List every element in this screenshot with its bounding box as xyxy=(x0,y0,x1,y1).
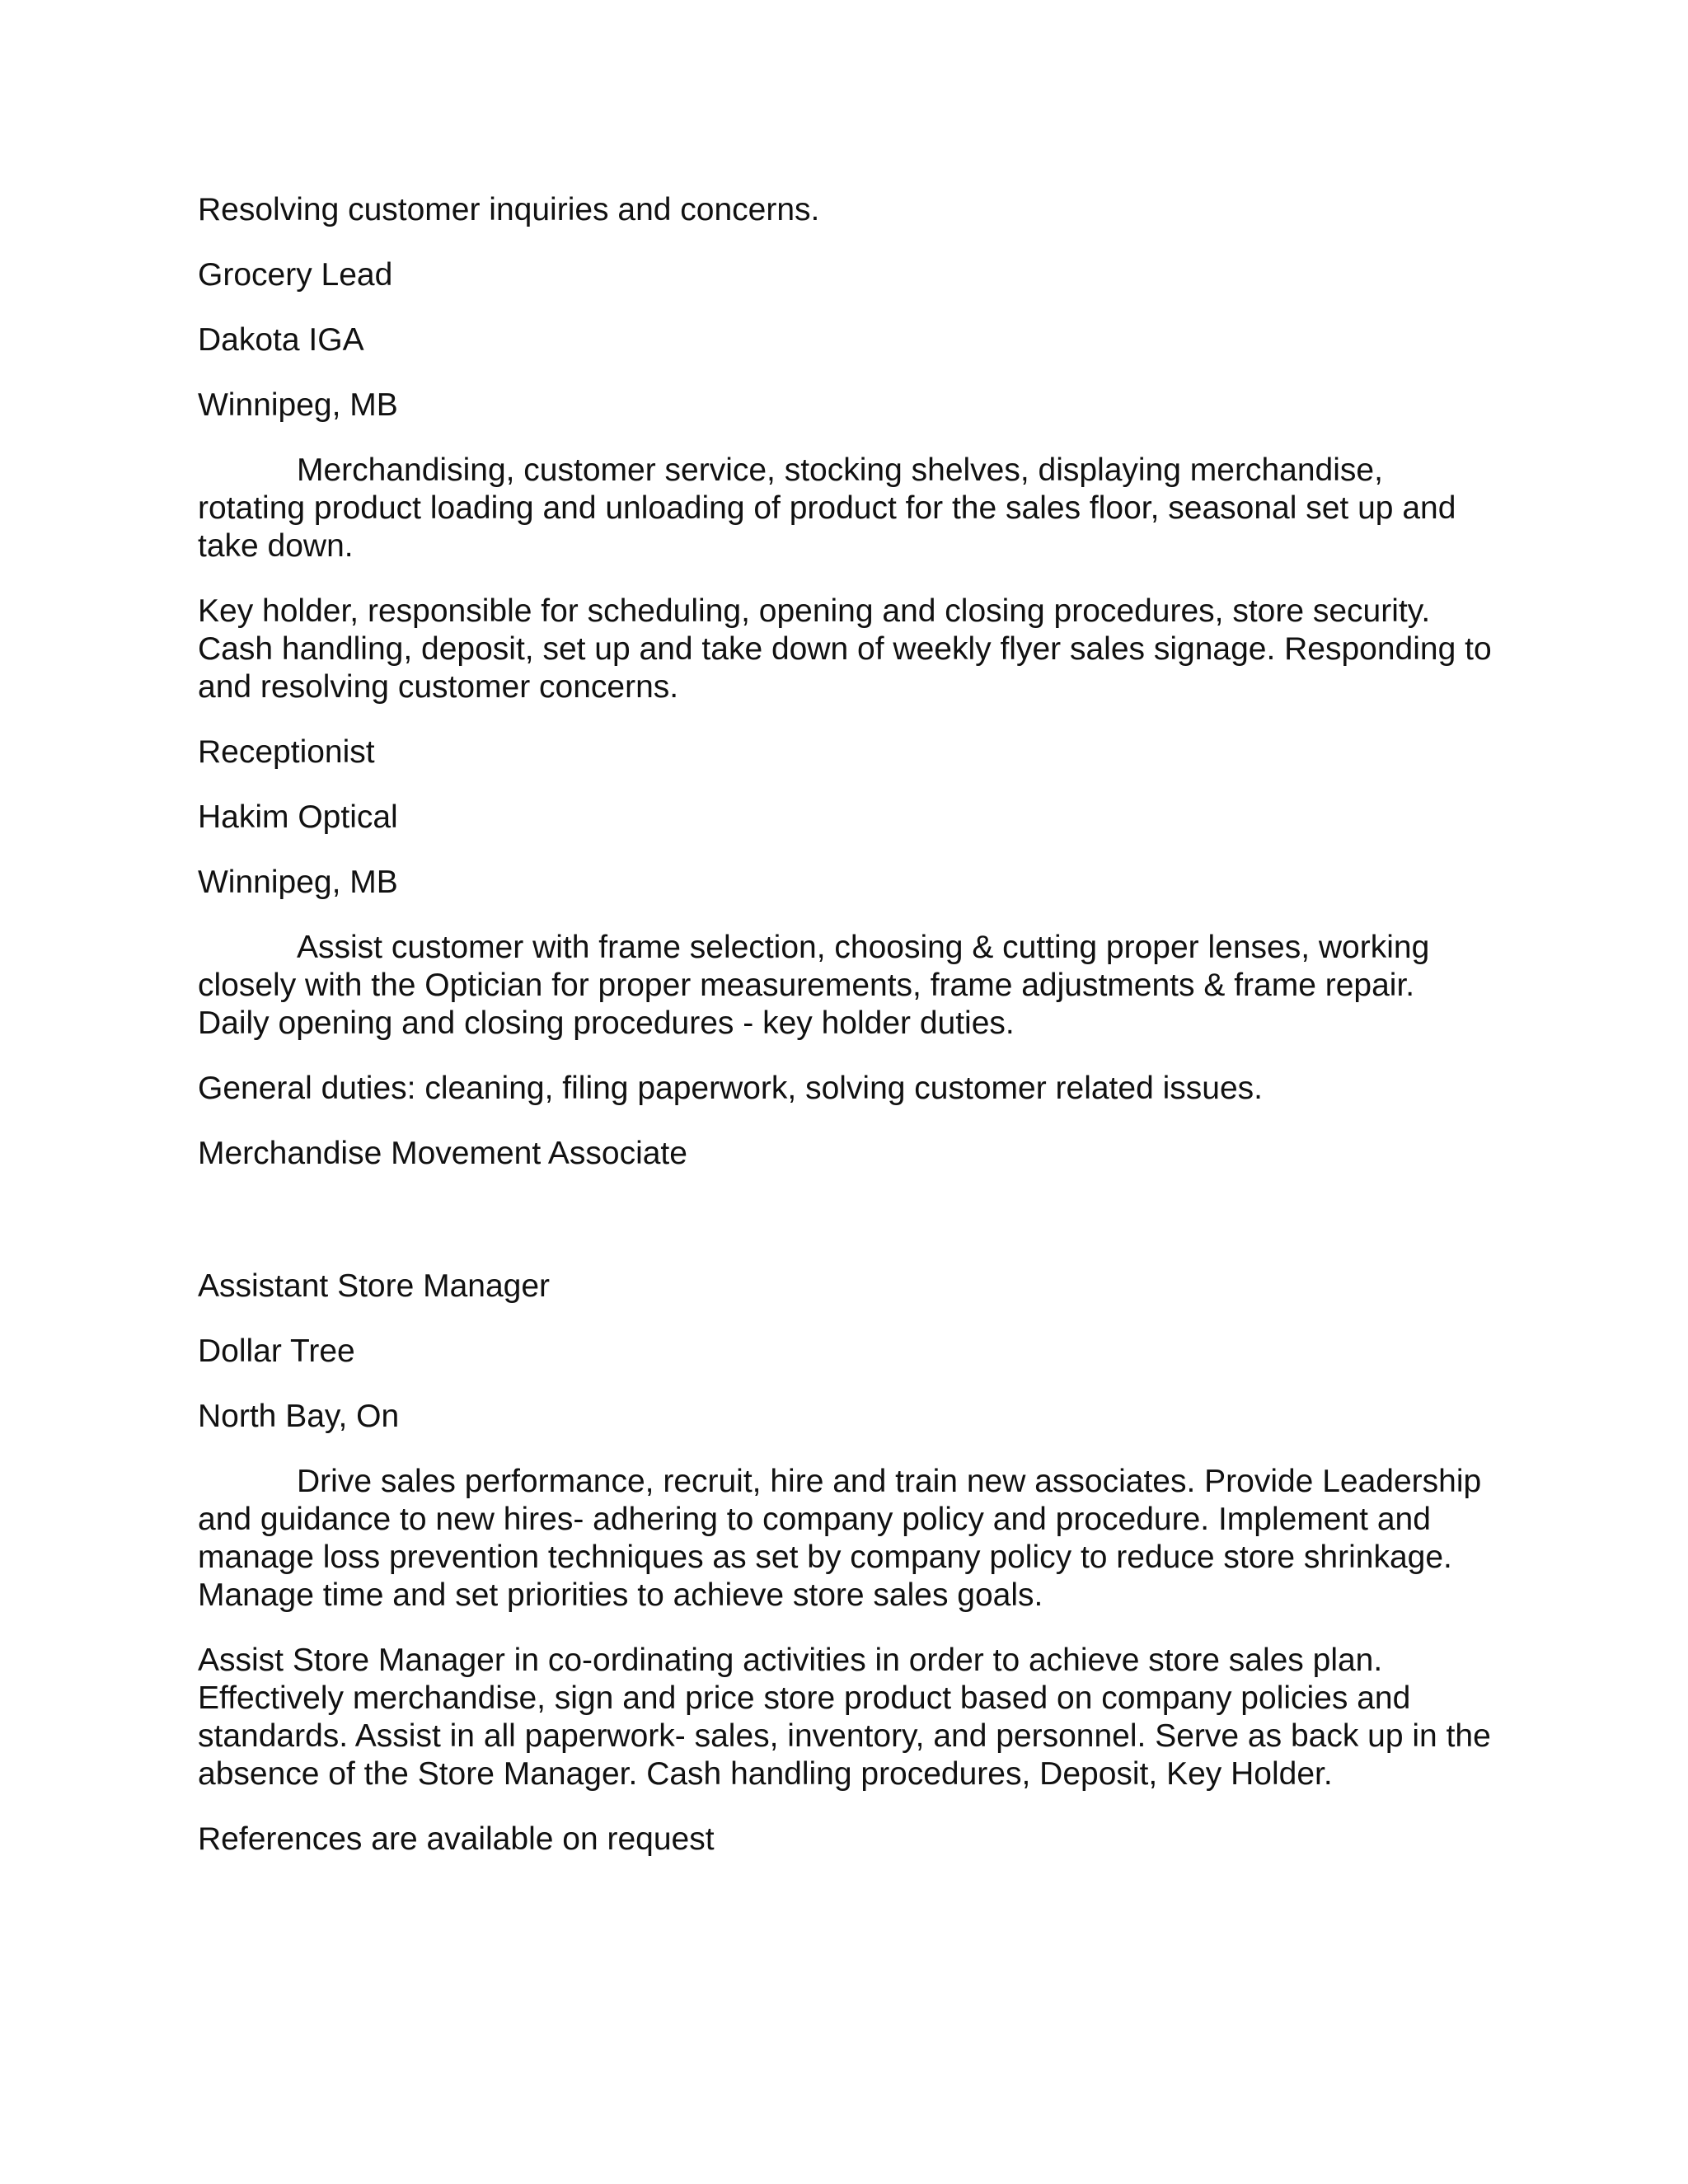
job1-description-1: Merchandising, customer service, stocking shelves, displaying merchandise, rotating product loading and unloading of product for the sales floor, seasonal set up and take down. xyxy=(198,452,1456,564)
company-dakota-iga: Dakota IGA xyxy=(198,322,364,358)
company-dollar-tree: Dollar Tree xyxy=(198,1333,355,1369)
job2-description-2: General duties: cleaning, filing paperwork, solving customer related issues. xyxy=(198,1071,1263,1106)
resume-content xyxy=(198,191,1492,1886)
job-title-merchandise-movement: Merchandise Movement Associate xyxy=(198,1136,687,1171)
section-gap xyxy=(198,1200,1492,1268)
company-hakim-optical: Hakim Optical xyxy=(198,799,398,835)
location-winnipeg-1: Winnipeg, MB xyxy=(198,387,398,423)
job2-description-1: Assist customer with frame selection, choosing & cutting proper lenses, working closely with the Optician for proper measurements, frame adjustments & frame repair. Daily opening and closing procedures - key holder duties. xyxy=(198,930,1430,1041)
resolving-line: Resolving customer inquiries and concerns. xyxy=(198,192,820,227)
location-winnipeg-2: Winnipeg, MB xyxy=(198,865,398,900)
location-north-bay: North Bay, On xyxy=(198,1399,400,1434)
references-line: References are available on request xyxy=(198,1821,715,1857)
job4-description-1: Drive sales performance, recruit, hire and train new associates. Provide Leadership and guidance to new hires- adhering to company policy and procedure. Implement and manage loss prevention techniques as set by company policy to reduce store shrinkage. Manage time and set priorities to achieve store sales goals. xyxy=(198,1464,1482,1613)
job-title-assistant-store-manager: Assistant Store Manager xyxy=(198,1268,551,1304)
job4-description-2: Assist Store Manager in co-ordinating activities in order to achieve store sales plan. Effectively merchandise, sign and price store product based on company policies and standards. Assist in all paperwork- sales, inventory, and personnel. Serve as back up in the absence of the Store Manager. Cash handling procedures, Deposit, Key Holder. xyxy=(198,1643,1491,1792)
job-title-receptionist: Receptionist xyxy=(198,734,375,770)
job1-description-2: Key holder, responsible for scheduling, opening and closing procedures, store security. Cash handling, deposit, set up and take down of weekly flyer sales signage. Responding to and resolving customer concerns. xyxy=(198,593,1492,705)
job-title-grocery-lead: Grocery Lead xyxy=(198,257,393,293)
